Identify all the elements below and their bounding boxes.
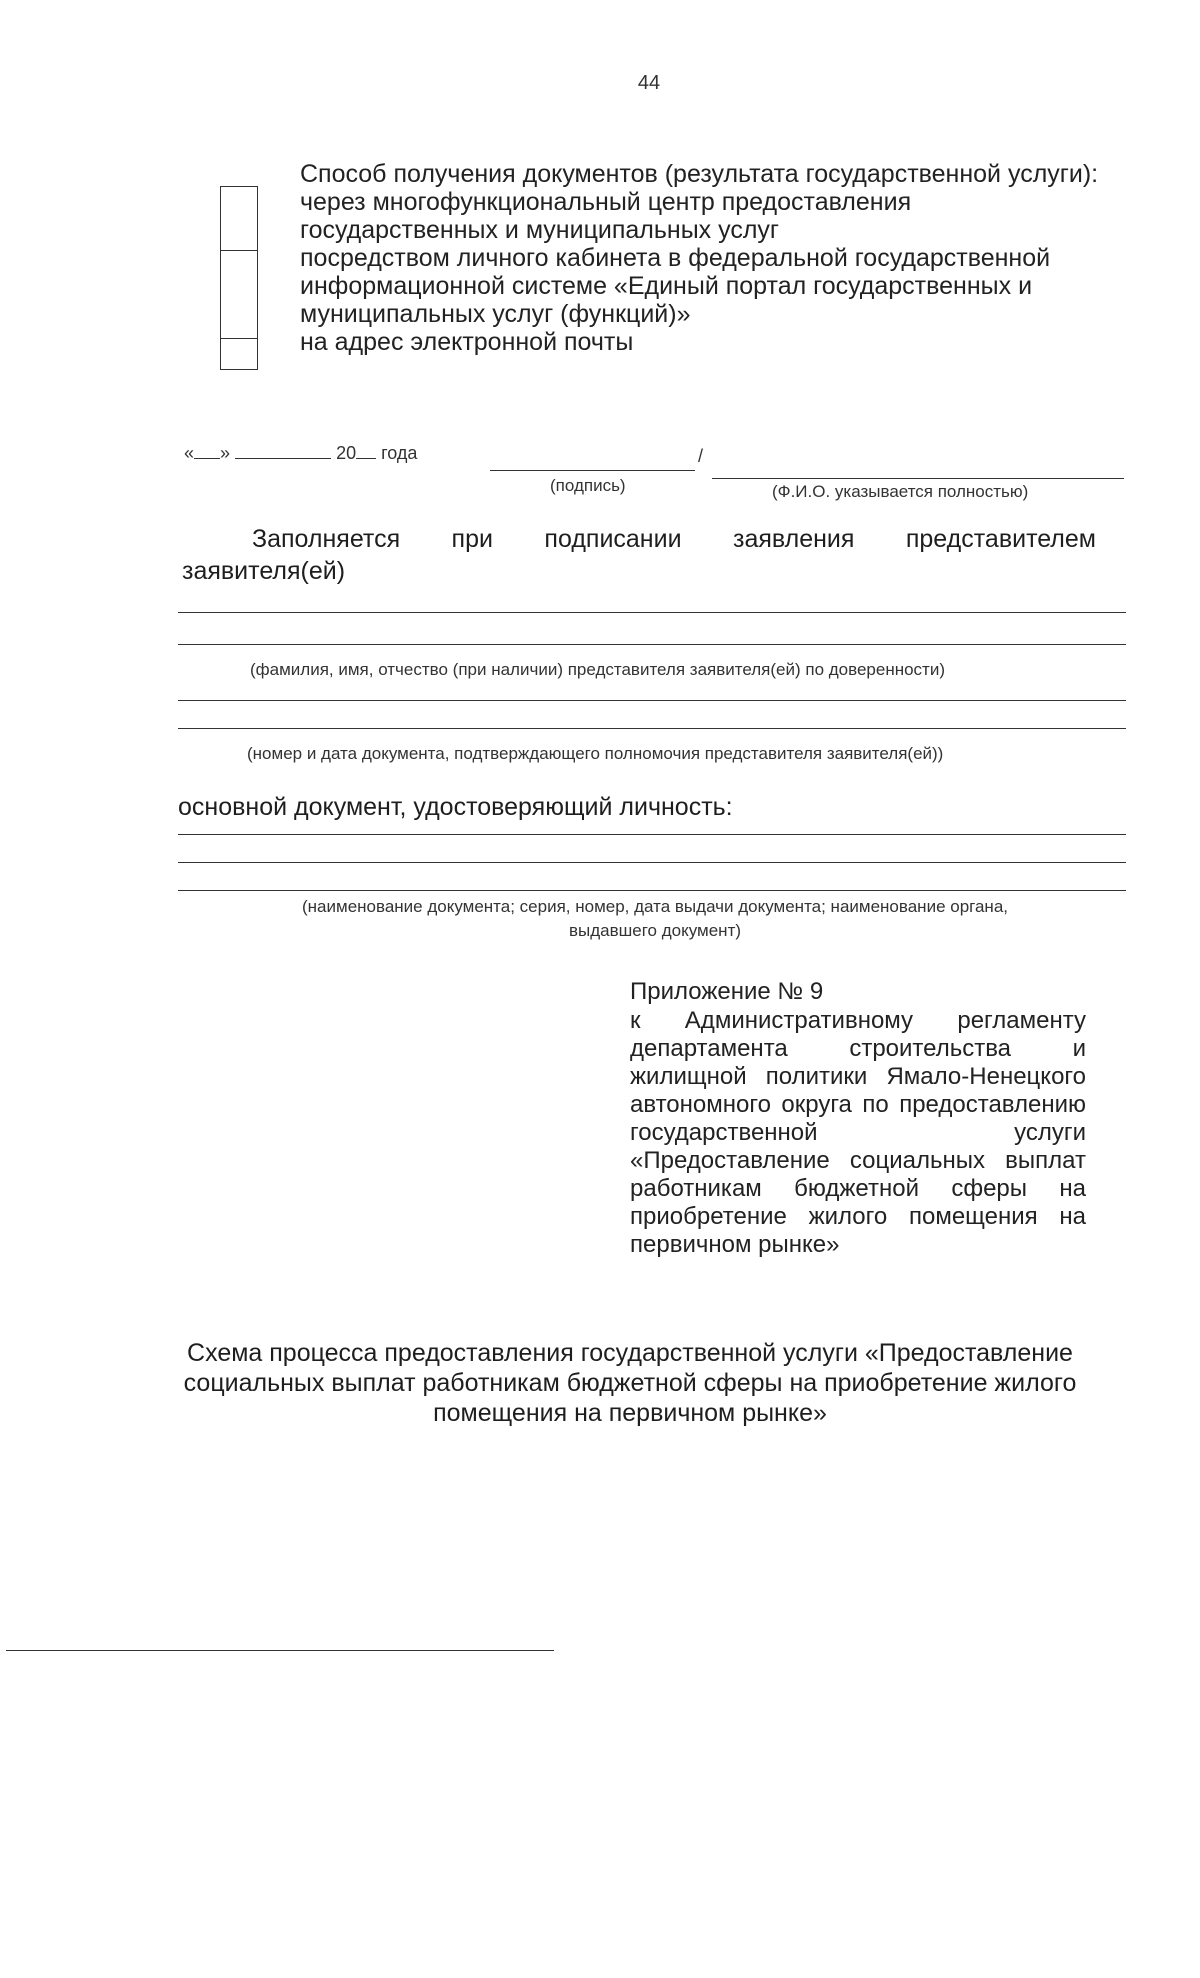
representative-note: [182, 523, 1096, 587]
footnote-separator: [6, 1650, 554, 1651]
appendix-title: Приложение № 9: [630, 978, 824, 1005]
power-doc-blank-1[interactable]: [178, 700, 1126, 701]
checkbox-email[interactable]: [220, 338, 258, 370]
page-number: 44: [637, 72, 661, 94]
appendix-block: [630, 978, 1086, 1259]
delivery-method-block: [300, 160, 1130, 356]
date-close-quote: »: [220, 443, 231, 463]
year-suffix: года: [381, 443, 418, 463]
checkbox-portal[interactable]: [220, 250, 258, 338]
representative-fio-blank-1[interactable]: [178, 612, 1126, 613]
representative-note-line2: заявителя(ей): [182, 557, 346, 585]
appendix-body: к Административному регламенту департамента строительства и жилищной политики Ямало-Ненецкого автономного округа по предоставлению государственной услуги «Предоставление социальных выплат работникам бюджетной сферы на приобретение жилого помещения на первичном рынке»: [630, 1007, 1086, 1258]
date-open-quote: «: [184, 443, 195, 463]
year-prefix: 20: [336, 443, 357, 463]
representative-fio-caption: (фамилия, имя, отчество (при наличии) представителя заявителя(ей) по доверенности): [250, 660, 945, 679]
delivery-option-portal-line3: муниципальных услуг (функций)»: [300, 300, 691, 328]
checkbox-mfc[interactable]: [220, 186, 258, 250]
delivery-heading: Способ получения документов (результата государственной услуги):: [300, 160, 1099, 188]
id-doc-blank-2[interactable]: [178, 862, 1126, 863]
fio-blank[interactable]: [712, 478, 1124, 479]
year-blank[interactable]: [356, 440, 376, 459]
signature-slash: /: [698, 446, 704, 466]
date-field: [184, 440, 417, 464]
signature-caption: (подпись): [550, 476, 626, 495]
id-document-title: основной документ, удостоверяющий личность:: [178, 793, 733, 821]
signature-blank[interactable]: [490, 470, 695, 471]
delivery-option-portal-line1: посредством личного кабинета в федеральной государственной: [300, 244, 1051, 272]
id-doc-blank-1[interactable]: [178, 834, 1126, 835]
representative-fio-blank-2[interactable]: [178, 644, 1126, 645]
id-document-caption: [180, 895, 1130, 943]
id-doc-blank-3[interactable]: [178, 890, 1126, 891]
fio-caption: (Ф.И.О. указывается полностью): [772, 482, 1029, 501]
day-blank[interactable]: [194, 440, 220, 459]
representative-note-line1: Заполняется при подписании заявления представителем: [252, 525, 1096, 553]
delivery-checkbox-column: [220, 186, 260, 370]
power-doc-blank-2[interactable]: [178, 728, 1126, 729]
id-document-caption-line1: (наименование документа; серия, номер, дата выдачи документа; наименование органа,: [302, 897, 1008, 916]
delivery-option-portal-line2: информационной системе «Единый портал государственных и: [300, 272, 1033, 300]
month-blank[interactable]: [235, 440, 331, 459]
delivery-option-mfc-line2: государственных и муниципальных услуг: [300, 216, 780, 244]
id-document-caption-line2: выдавшего документ): [568, 921, 742, 940]
delivery-option-email: на адрес электронной почты: [300, 328, 634, 356]
power-doc-caption: (номер и дата документа, подтверждающего полномочия представителя заявителя(ей)): [247, 744, 944, 763]
delivery-option-mfc-line1: через многофункциональный центр предоставления: [300, 188, 912, 216]
schema-title: Схема процесса предоставления государственной услуги «Предоставление социальных выплат работникам бюджетной сферы на приобретение жилого помещения на первичном рынке»: [183, 1339, 1077, 1427]
